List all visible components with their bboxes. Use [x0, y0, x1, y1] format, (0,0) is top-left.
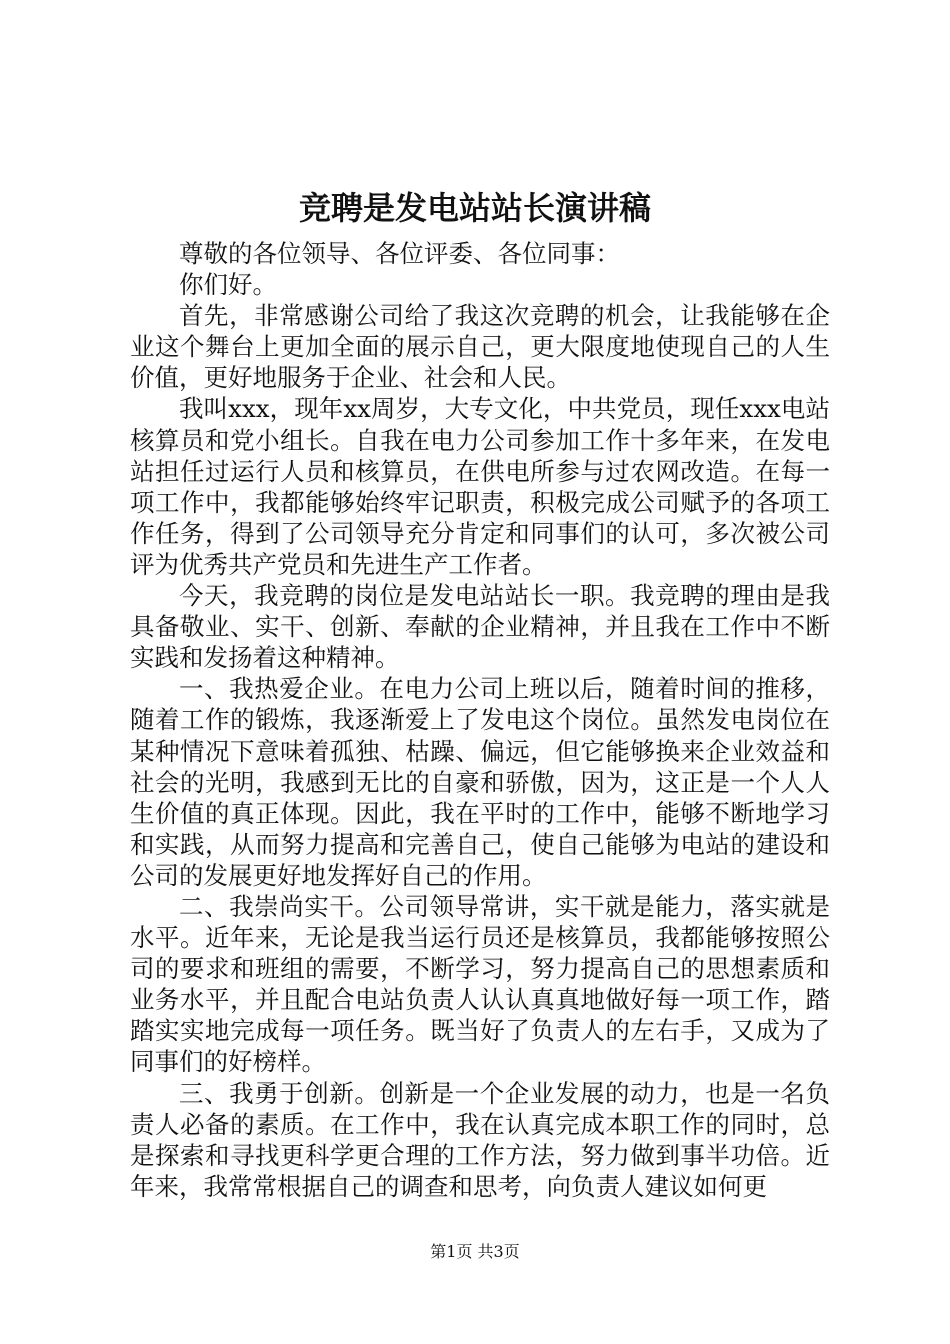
- document-body: [130, 238, 830, 1202]
- paragraph-salutation: 尊敬的各位领导、各位评委、各位同事：: [179, 239, 620, 268]
- paragraph-point-three: 三、我勇于创新。创新是一个企业发展的动力，也是一名负责人必备的素质。在工作中，我在认真完成本职工作的同时，总是探索和寻找更科学更合理的工作方法，努力做到事半功倍。近年来，我常常根据自己的调查和思考，向负责人建议如何更: [130, 1078, 830, 1201]
- paragraph-point-one: 一、我热爱企业。在电力公司上班以后，随着时间的推移，随着工作的锻炼，我逐渐爱上了发电这个岗位。虽然发电岗位在某种情况下意味着孤独、枯躁、偏远，但它能够换来企业效益和社会的光明，我感到无比的自豪和骄傲，因为，这正是一个人人生价值的真正体现。因此，我在平时的工作中，能够不断地学习和实践，从而努力提高和完善自己，使自己能够为电站的建设和公司的发展更好地发挥好自己的作用。: [130, 674, 830, 890]
- paragraph-greeting: 你们好。: [179, 270, 277, 300]
- paragraph-self-introduction: 我叫xxx，现年xx周岁，大专文化，中共党员，现任xxx电站核算员和党小组长。自我在电力公司参加工作十多年来，在发电站担任过运行人员和核算员，在供电所参与过农网改造。在每一项工作中，我都能够始终牢记职责，积极完成公司赋予的各项工作任务，得到了公司领导充分肯定和同事们的认可，多次被公司评为优秀共产党员和先进生产工作者。: [130, 394, 830, 579]
- paragraph-thanks: 首先，非常感谢公司给了我这次竞聘的机会，让我能够在企业这个舞台上更加全面的展示自己，更大限度地使现自己的人生价值，更好地服务于企业、社会和人民。: [130, 301, 830, 393]
- page-footer: 第1页 共3页: [430, 1242, 520, 1261]
- paragraph-position-reason: 今天，我竞聘的岗位是发电站站长一职。我竞聘的理由是我具备敬业、实干、创新、奉献的企业精神，并且我在工作中不断实践和发扬着这种精神。: [130, 581, 830, 673]
- paragraph-point-two: 二、我崇尚实干。公司领导常讲，实干就是能力，落实就是水平。近年来，无论是我当运行员还是核算员，我都能够按照公司的要求和班组的需要，不断学习，努力提高自己的思想素质和业务水平，并且配合电站负责人认认真真地做好每一项工作，踏踏实实地完成每一项任务。既当好了负责人的左右手，又成为了同事们的好榜样。: [130, 891, 830, 1077]
- document-title: 竞聘是发电站站长演讲稿: [298, 189, 651, 227]
